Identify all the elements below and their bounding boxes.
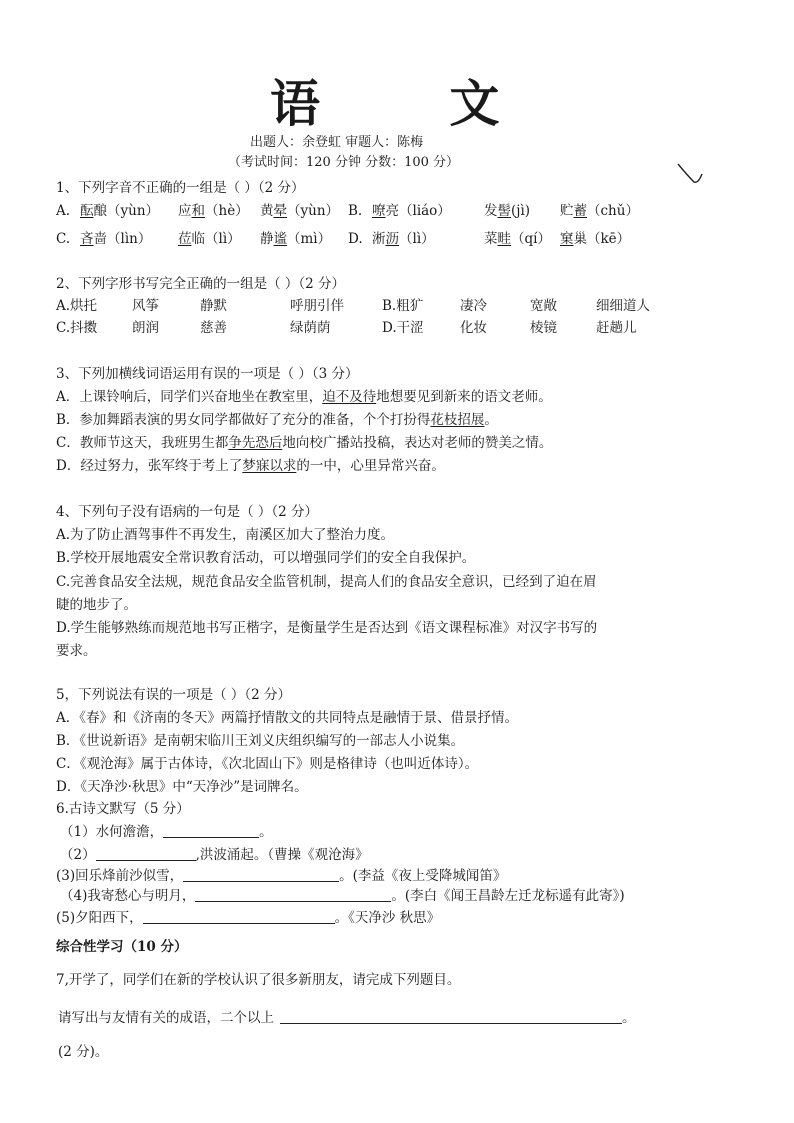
q7-stem: 7,开学了，同学们在新的学校认识了很多新朋友，请完成下列题目。: [56, 972, 461, 988]
q2-row-2: [56, 318, 746, 340]
q1-b-label: B.: [348, 203, 363, 219]
q1-d-item3: 窠巢（kē）: [560, 231, 631, 247]
q1-a-item3: 黄晕（yùn）: [260, 203, 340, 219]
q5-option-d: D．《天净沙·秋思》中“天净沙”是词牌名。: [56, 779, 308, 795]
q2-word: 风筝: [132, 298, 159, 314]
q2-stem: 2、下列字形书写完全正确的一组是（ ）（2 分）: [56, 276, 346, 292]
q1-d-item1: 淅沥（lì）: [372, 231, 435, 247]
q3-option-b: B．参加舞蹈表演的男女同学都做好了充分的准备，个个打扮得花枝招展。: [56, 412, 498, 428]
q2-word: D.干涩: [382, 320, 424, 336]
q1-b-item3: 贮蓄（chǔ）: [560, 203, 639, 219]
q1-d-item2: 菜畦（qí）: [484, 231, 551, 247]
q2-word: 绿荫荫: [290, 320, 331, 336]
q2-word: 细细道人: [596, 298, 650, 314]
section-heading: 综合性学习（10 分）: [56, 939, 188, 955]
q6-answer-blank-1[interactable]: [163, 823, 259, 838]
q4-option-b: B.学校开展地震安全常识教育活动，可以增强同学们的安全自我保护。: [56, 550, 476, 566]
exam-info: （考试时间：120 分钟 分数：100 分）: [228, 155, 460, 170]
q4-option-d-cont: 要求。: [56, 643, 97, 659]
q3-stem: 3、下列加横线词语运用有误的一项是（ ）（3 分）: [56, 366, 359, 382]
q6-line-3: (3)回乐烽前沙似雪， 。(李益《夜上受降城闻笛》: [56, 868, 507, 884]
q1-c-item3: 静谧（mì）: [260, 231, 332, 247]
q1-b-item1: 嘹亮（liáo）: [372, 203, 451, 219]
q2-word: 赶趟儿: [596, 320, 637, 336]
q6-answer-blank-4[interactable]: [195, 887, 391, 902]
q4-option-c-cont: 睫的地步了。: [56, 597, 137, 613]
q4-option-a: A.为了防止酒驾事件不再发生，南溪区加大了整治力度。: [56, 527, 395, 543]
q7-answer-blank[interactable]: [280, 1009, 622, 1024]
q6-stem: 6.古诗文默写（5 分）: [56, 801, 190, 817]
q4-stem: 4、下列句子没有语病的一句是（ ）（2 分）: [56, 504, 319, 520]
q6-answer-blank-2[interactable]: [96, 846, 196, 861]
q1-a-label: A.: [56, 203, 71, 219]
q6-line-5: (5)夕阳西下， 。《天净沙 秋思》: [56, 910, 441, 926]
q1-c-item1: 吝啬（lìn）: [80, 231, 152, 247]
q1-stem: 1、下列字音不正确的一组是（ ）（2 分）: [56, 180, 305, 196]
q4-option-d: D.学生能够熟练而规范地书写正楷字，是衡量学生是否达到《语文课程标准》对汉字书写的: [56, 620, 598, 636]
q2-word: 静默: [200, 298, 227, 314]
q6-answer-blank-5[interactable]: [143, 909, 335, 924]
q7-task: 请写出与友情有关的成语，二个以上 。: [58, 1010, 636, 1026]
q5-option-a: A．《春》和《济南的冬天》两篇抒情散文的共同特点是融情于景、借景抒情。: [56, 710, 518, 726]
q3-option-d: D．经过努力，张军终于考上了梦寐以求的一中，心里异常兴奋。: [56, 458, 445, 474]
q2-word: 凄冷: [460, 298, 487, 314]
pen-stroke-mark: [676, 160, 706, 190]
q5-option-c: C．《观沧海》属于古体诗，《次北固山下》则是格律诗（也叫近体诗）。: [56, 756, 479, 772]
q5-option-b: B．《世说新语》是南朝宋临川王刘义庆组织编写的一部志人小说集。: [56, 733, 465, 749]
q1-d-label: D.: [348, 231, 363, 247]
q1-row-cd: [56, 229, 746, 251]
q1-b-item2: 发髻(jì): [484, 203, 531, 219]
q3-option-a: A．上课铃响后，同学们兴奋地坐在教室里，迫不及待地想要见到新来的语文老师。: [56, 389, 552, 405]
q2-word: 呼朋引伴: [290, 298, 344, 314]
q2-word: A.烘托: [56, 298, 98, 314]
q5-stem: 5，下列说法有误的一项是（ ）（2 分）: [56, 687, 292, 703]
q3-option-c: C．教师节这天，我班男生都争先恐后地向校广播站投稿，表达对老师的赞美之情。: [56, 435, 553, 451]
q6-line-2: （2） ,洪波涌起。（曹操《观沧海》: [60, 847, 369, 863]
page-title: 语 文: [270, 74, 556, 133]
q1-a-item1: 酝酿（yùn）: [80, 203, 160, 219]
q1-a-item2: 应和（hè）: [178, 203, 249, 219]
q1-row-ab: [56, 201, 746, 223]
q2-word: C.抖擞: [56, 320, 98, 336]
authors-line: 出题人：余登虹 审题人：陈梅: [250, 135, 424, 150]
q2-word: 朗润: [132, 320, 159, 336]
q2-word: 慈善: [200, 320, 227, 336]
q6-answer-blank-3[interactable]: [183, 867, 339, 882]
q6-line-1: （1）水何澹澹， 。: [60, 824, 273, 840]
q7-score: (2 分)。: [58, 1044, 109, 1060]
q2-word: 宽敞: [530, 298, 557, 314]
q6-line-4: （4)我寄愁心与明月， 。(李白《闻王昌龄左迁龙标遥有此寄》): [60, 888, 625, 904]
q2-word: 棱镜: [530, 320, 557, 336]
q2-word: 化妆: [460, 320, 487, 336]
q2-row-1: [56, 296, 746, 318]
q1-c-label: C.: [56, 231, 71, 247]
q2-word: B.粗犷: [382, 298, 424, 314]
q4-option-c: C.完善食品安全法规，规范食品安全监管机制，提高人们的食品安全意识，已经到了迫在眉: [56, 574, 597, 590]
q1-c-item2: 莅临（lì）: [178, 231, 241, 247]
